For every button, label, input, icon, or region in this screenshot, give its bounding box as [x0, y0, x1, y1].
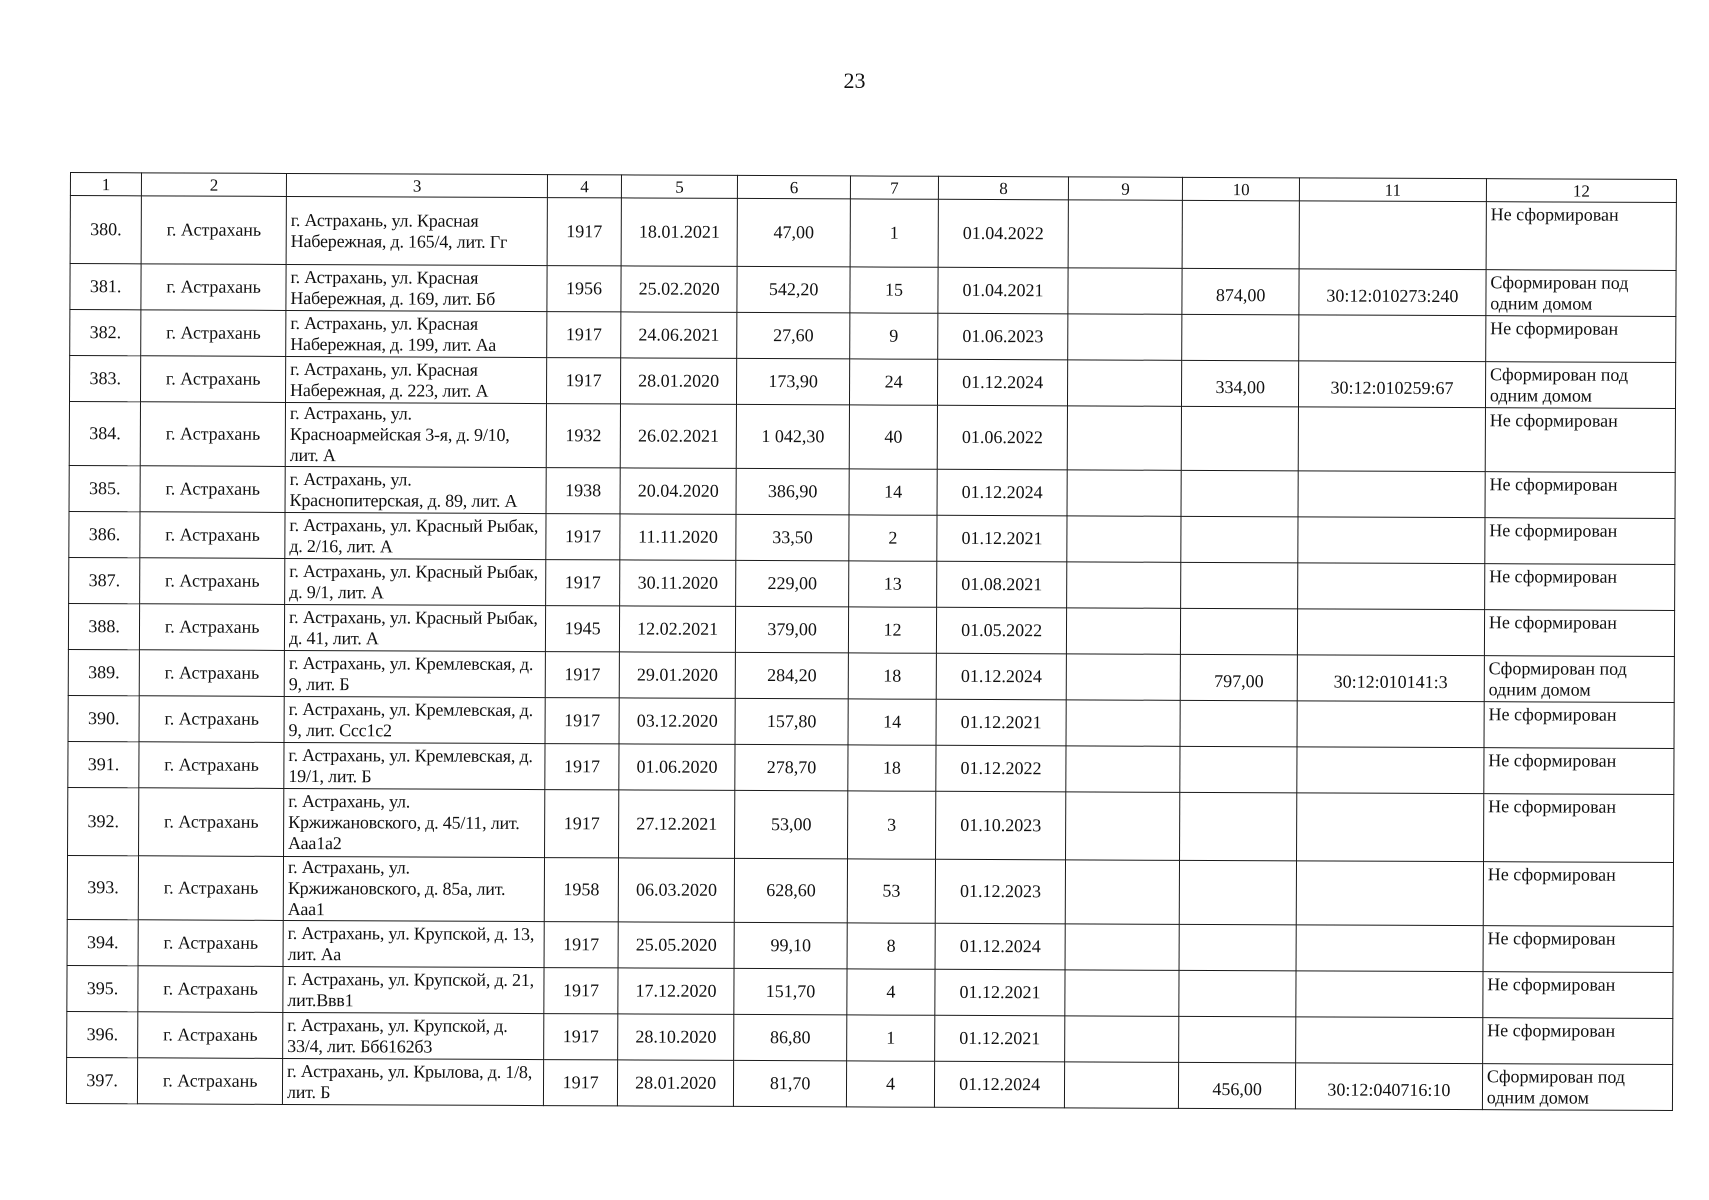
status-cell: Не сформирован [1485, 518, 1675, 565]
area-cell: 173,90 [737, 358, 850, 404]
address-cell: г. Астрахань, ул. Красная Набережная, д. 169, лит. Бб [286, 264, 548, 311]
status-cell: Не сформирован [1484, 564, 1674, 611]
cadastral-number-cell [1299, 201, 1486, 270]
cadastral-number-cell [1297, 747, 1484, 794]
date-cell: 01.06.2020 [619, 744, 736, 791]
residents-cell: 13 [848, 561, 937, 607]
year-cell: 1917 [547, 198, 621, 266]
table-row [67, 965, 1673, 1018]
empty-cell [1068, 314, 1183, 360]
year-cell: 1917 [546, 514, 620, 560]
empty-cell [1067, 406, 1182, 470]
status-cell: Не сформирован [1482, 1018, 1672, 1065]
residents-cell: 9 [849, 313, 938, 359]
address-cell: г. Астрахань, ул. Крылова, д. 1/8, лит. Б [282, 1058, 544, 1105]
table-row [66, 1057, 1672, 1110]
status-cell: Сформирован под одним домом [1485, 362, 1675, 409]
area-cell: 628,60 [735, 858, 848, 922]
empty-cell [1065, 924, 1180, 970]
date-cell: 28.10.2020 [617, 1014, 734, 1061]
deadline-cell: 01.06.2023 [938, 313, 1068, 360]
deadline-cell: 01.04.2021 [938, 267, 1068, 314]
row-number: 395. [67, 965, 138, 1011]
area-cell: 81,70 [734, 1060, 847, 1106]
year-cell: 1938 [546, 468, 620, 514]
row-number: 397. [66, 1057, 137, 1103]
housing-table [66, 172, 1677, 1111]
area-cell: 278,70 [735, 744, 848, 790]
status-cell: Не сформирован [1486, 316, 1676, 363]
empty-cell [1065, 1016, 1180, 1062]
status-cell: Сформирован под одним домом [1486, 270, 1676, 317]
deadline-cell: 01.12.2021 [936, 699, 1066, 746]
year-cell: 1932 [547, 404, 621, 468]
cadastral-number-cell [1298, 563, 1485, 610]
deadline-cell: 01.12.2021 [937, 515, 1067, 562]
row-number: 390. [68, 695, 139, 741]
year-cell: 1917 [544, 1060, 618, 1106]
area-cell: 53,00 [735, 790, 848, 858]
table-row [69, 402, 1675, 473]
city-cell: г. Астрахань [140, 558, 285, 605]
city-cell: г. Астрахань [139, 788, 284, 857]
residents-cell: 1 [850, 199, 939, 267]
year-cell: 1917 [547, 358, 621, 404]
deadline-cell: 01.12.2021 [935, 1015, 1065, 1062]
row-number: 381. [70, 264, 141, 310]
column-header-6: 6 [738, 175, 850, 198]
address-cell: г. Астрахань, ул. Красная Набережная, д. 165/4, лит. Гг [286, 196, 548, 265]
address-cell: г. Астрахань, ул. Кржижановского, д. 85а, лит. Ааа1 [283, 856, 545, 921]
date-cell: 03.12.2020 [619, 698, 736, 745]
address-cell: г. Астрахань, ул. Краснопитерская, д. 89, лит. А [285, 466, 547, 513]
land-area-cell [1180, 746, 1297, 793]
row-number: 393. [67, 855, 139, 919]
land-area-cell: 874,00 [1182, 268, 1299, 315]
land-area-cell [1181, 562, 1298, 609]
empty-cell [1068, 268, 1183, 314]
date-cell: 06.03.2020 [618, 858, 735, 923]
page-number: 23 [843, 68, 866, 93]
year-cell: 1958 [545, 858, 619, 922]
housing-table-container [66, 172, 1677, 1111]
date-cell: 11.11.2020 [620, 514, 737, 561]
city-cell: г. Астрахань [139, 742, 284, 789]
table-row [69, 465, 1675, 518]
residents-cell: 15 [850, 267, 939, 313]
address-cell: г. Астрахань, ул. Красноармейская 3-я, д. 9/10, лит. А [285, 402, 547, 467]
empty-cell [1067, 470, 1182, 516]
column-header-4: 4 [548, 175, 622, 198]
row-number: 394. [67, 919, 138, 965]
deadline-cell: 01.12.2021 [935, 969, 1065, 1016]
date-cell: 27.12.2021 [618, 790, 735, 859]
row-number: 396. [67, 1011, 138, 1057]
address-cell: г. Астрахань, ул. Крупской, д. 33/4, лит. Бб6162б3 [283, 1012, 545, 1059]
date-cell: 26.02.2021 [620, 404, 737, 469]
empty-cell [1065, 860, 1180, 924]
empty-cell [1068, 200, 1183, 268]
land-area-cell [1180, 792, 1297, 861]
residents-cell: 4 [847, 969, 936, 1015]
column-header-10: 10 [1183, 177, 1300, 201]
area-cell: 27,60 [737, 312, 850, 358]
residents-cell: 3 [847, 791, 936, 859]
date-cell: 29.01.2020 [619, 652, 736, 699]
table-row [70, 310, 1676, 363]
column-header-9: 9 [1068, 177, 1183, 200]
land-area-cell [1181, 470, 1298, 517]
land-area-cell: 456,00 [1179, 1062, 1296, 1109]
cadastral-number-cell [1296, 925, 1483, 972]
row-number: 388. [68, 603, 139, 649]
city-cell: г. Астрахань [140, 512, 285, 559]
status-cell: Сформирован под одним домом [1482, 1064, 1672, 1111]
status-cell: Не сформирован [1483, 926, 1673, 973]
deadline-cell: 01.12.2024 [937, 653, 1067, 700]
status-cell: Не сформирован [1483, 794, 1673, 863]
address-cell: г. Астрахань, ул. Крупской, д. 13, лит. Аа [283, 920, 545, 967]
land-area-cell [1180, 860, 1297, 925]
cadastral-number-cell [1299, 315, 1486, 362]
row-number: 382. [70, 310, 141, 356]
residents-cell: 24 [849, 359, 938, 405]
city-cell: г. Астрахань [141, 264, 286, 311]
area-cell: 284,20 [736, 652, 849, 698]
table-row [67, 1011, 1673, 1064]
table-row [69, 511, 1675, 564]
land-area-cell [1181, 608, 1298, 655]
date-cell: 20.04.2020 [620, 468, 737, 515]
address-cell: г. Астрахань, ул. Красная Набережная, д. 199, лит. Аа [286, 310, 548, 357]
city-cell: г. Астрахань [139, 650, 284, 697]
deadline-cell: 01.12.2024 [935, 923, 1065, 970]
status-cell: Не сформирован [1484, 702, 1674, 749]
status-cell: Не сформирован [1484, 748, 1674, 795]
empty-cell [1066, 562, 1181, 608]
table-row [70, 196, 1676, 271]
column-header-5: 5 [621, 175, 738, 199]
year-cell: 1945 [546, 606, 620, 652]
residents-cell: 18 [848, 745, 937, 791]
land-area-cell [1181, 516, 1298, 563]
city-cell: г. Астрахань [138, 966, 283, 1013]
column-header-7: 7 [850, 176, 939, 199]
row-number: 387. [69, 557, 140, 603]
land-area-cell [1180, 700, 1297, 747]
residents-cell: 4 [846, 1061, 935, 1107]
deadline-cell: 01.12.2024 [937, 469, 1067, 516]
land-area-cell [1179, 1016, 1296, 1063]
residents-cell: 14 [849, 469, 938, 515]
status-cell: Не сформирован [1483, 862, 1673, 927]
date-cell: 12.02.2021 [619, 606, 736, 653]
row-number: 391. [68, 741, 139, 787]
date-cell: 18.01.2021 [621, 198, 738, 267]
land-area-cell [1182, 200, 1299, 269]
land-area-cell [1179, 924, 1296, 971]
land-area-cell: 334,00 [1182, 360, 1299, 407]
cadastral-number-cell: 30:12:010141:3 [1297, 655, 1484, 702]
cadastral-number-cell: 30:12:010273:240 [1299, 269, 1486, 316]
cadastral-number-cell [1296, 1017, 1483, 1064]
deadline-cell: 01.05.2022 [937, 607, 1067, 654]
area-cell: 86,80 [734, 1014, 847, 1060]
date-cell: 28.01.2020 [617, 1060, 734, 1107]
date-cell: 28.01.2020 [620, 358, 737, 405]
address-cell: г. Астрахань, ул. Крупской, д. 21, лит.Ввв1 [283, 966, 545, 1013]
cadastral-number-cell [1296, 861, 1483, 926]
area-cell: 386,90 [736, 468, 849, 514]
column-header-1: 1 [70, 173, 141, 196]
city-cell: г. Астрахань [139, 696, 284, 743]
area-cell: 157,80 [735, 698, 848, 744]
table-row [68, 603, 1674, 656]
city-cell: г. Астрахань [141, 310, 286, 357]
table-row [70, 264, 1676, 317]
year-cell: 1956 [547, 266, 621, 312]
empty-cell [1067, 360, 1182, 406]
city-cell: г. Астрахань [140, 402, 285, 467]
residents-cell: 2 [849, 515, 938, 561]
empty-cell [1065, 970, 1180, 1016]
land-area-cell [1182, 314, 1299, 361]
status-cell: Сформирован под одним домом [1484, 656, 1674, 703]
status-cell: Не сформирован [1483, 972, 1673, 1019]
empty-cell [1066, 700, 1181, 746]
land-area-cell [1182, 406, 1299, 471]
area-cell: 33,50 [736, 514, 849, 560]
column-header-2: 2 [142, 173, 287, 197]
address-cell: г. Астрахань, ул. Кремлевская, д. 9, лит. Б [284, 650, 546, 697]
city-cell: г. Астрахань [138, 920, 283, 967]
land-area-cell [1179, 970, 1296, 1017]
cadastral-number-cell [1298, 517, 1485, 564]
table-row [68, 741, 1674, 794]
residents-cell: 1 [846, 1015, 935, 1061]
cadastral-number-cell [1298, 471, 1485, 518]
city-cell: г. Астрахань [140, 466, 285, 513]
residents-cell: 18 [848, 653, 937, 699]
table-row [69, 557, 1675, 610]
empty-cell [1064, 1062, 1179, 1108]
address-cell: г. Астрахань, ул. Красный Рыбак, д. 2/16, лит. А [285, 512, 547, 559]
table-row [68, 787, 1674, 862]
area-cell: 229,00 [736, 560, 849, 606]
cadastral-number-cell: 30:12:010259:67 [1298, 361, 1485, 408]
cadastral-number-cell [1296, 971, 1483, 1018]
city-cell: г. Астрахань [139, 856, 284, 921]
row-number: 385. [69, 465, 140, 511]
city-cell: г. Астрахань [138, 1058, 283, 1105]
empty-cell [1066, 746, 1181, 792]
cadastral-number-cell [1297, 701, 1484, 748]
deadline-cell: 01.06.2022 [938, 405, 1068, 470]
status-cell: Не сформирован [1485, 472, 1675, 519]
row-number: 383. [69, 356, 140, 402]
row-number: 380. [70, 196, 142, 264]
column-header-11: 11 [1299, 178, 1486, 202]
table-body [66, 196, 1676, 1111]
column-header-3: 3 [286, 173, 547, 197]
date-cell: 25.02.2020 [621, 266, 738, 313]
year-cell: 1917 [544, 922, 618, 968]
year-cell: 1917 [544, 1014, 618, 1060]
address-cell: г. Астрахань, ул. Кремлевская, д. 9, лит. Ccc1c2 [284, 696, 546, 743]
deadline-cell: 01.12.2022 [936, 745, 1066, 792]
residents-cell: 12 [848, 607, 937, 653]
address-cell: г. Астрахань, ул. Красный Рыбак, д. 9/1, лит. А [285, 558, 547, 605]
year-cell: 1917 [547, 312, 621, 358]
city-cell: г. Астрахань [140, 604, 285, 651]
empty-cell [1067, 516, 1182, 562]
cadastral-number-cell [1297, 609, 1484, 656]
address-cell: г. Астрахань, ул. Красный Рыбак, д. 41, лит. А [284, 604, 546, 651]
date-cell: 24.06.2021 [620, 312, 737, 359]
cadastral-number-cell: 30:12:040716:10 [1295, 1063, 1482, 1110]
cadastral-number-cell [1297, 793, 1484, 862]
land-area-cell: 797,00 [1181, 654, 1298, 701]
area-cell: 151,70 [734, 968, 847, 1014]
table-row [67, 855, 1673, 926]
date-cell: 25.05.2020 [618, 922, 735, 969]
deadline-cell: 01.08.2021 [937, 561, 1067, 608]
empty-cell [1066, 654, 1181, 700]
year-cell: 1917 [545, 790, 619, 858]
year-cell: 1917 [546, 560, 620, 606]
empty-cell [1065, 792, 1180, 860]
table-row [68, 649, 1674, 702]
residents-cell: 14 [848, 699, 937, 745]
city-cell: г. Астрахань [141, 356, 286, 403]
column-header-12: 12 [1486, 179, 1676, 203]
date-cell: 17.12.2020 [618, 968, 735, 1015]
area-cell: 542,20 [737, 266, 850, 312]
row-number: 386. [69, 511, 140, 557]
residents-cell: 8 [847, 923, 936, 969]
year-cell: 1917 [545, 744, 619, 790]
year-cell: 1917 [546, 652, 620, 698]
table-row [68, 695, 1674, 748]
area-cell: 1 042,30 [737, 404, 850, 468]
area-cell: 47,00 [738, 198, 851, 266]
city-cell: г. Астрахань [141, 196, 286, 265]
status-cell: Не сформирован [1486, 202, 1676, 271]
row-number: 392. [68, 787, 140, 855]
area-cell: 379,00 [736, 606, 849, 652]
year-cell: 1917 [544, 968, 618, 1014]
area-cell: 99,10 [734, 922, 847, 968]
address-cell: г. Астрахань, ул. Кремлевская, д. 19/1, лит. Б [284, 742, 546, 789]
residents-cell: 53 [847, 859, 936, 923]
status-cell: Не сформирован [1485, 408, 1675, 473]
deadline-cell: 01.10.2023 [936, 791, 1066, 860]
cadastral-number-cell [1298, 407, 1485, 472]
deadline-cell: 01.12.2024 [938, 359, 1068, 406]
date-cell: 30.11.2020 [619, 560, 736, 607]
address-cell: г. Астрахань, ул. Кржижановского, д. 45/11, лит. Ааа1а2 [284, 788, 546, 857]
deadline-cell: 01.12.2024 [935, 1061, 1065, 1108]
deadline-cell: 01.04.2022 [938, 199, 1068, 268]
empty-cell [1066, 608, 1181, 654]
row-number: 384. [69, 402, 141, 466]
table-row [67, 919, 1673, 972]
deadline-cell: 01.12.2023 [936, 859, 1066, 924]
row-number: 389. [68, 649, 139, 695]
residents-cell: 40 [849, 405, 938, 469]
column-header-8: 8 [939, 176, 1069, 200]
address-cell: г. Астрахань, ул. Красная Набережная, д. 223, лит. А [285, 356, 547, 403]
year-cell: 1917 [545, 698, 619, 744]
city-cell: г. Астрахань [138, 1012, 283, 1059]
status-cell: Не сформирован [1484, 610, 1674, 657]
table-row [69, 356, 1675, 409]
